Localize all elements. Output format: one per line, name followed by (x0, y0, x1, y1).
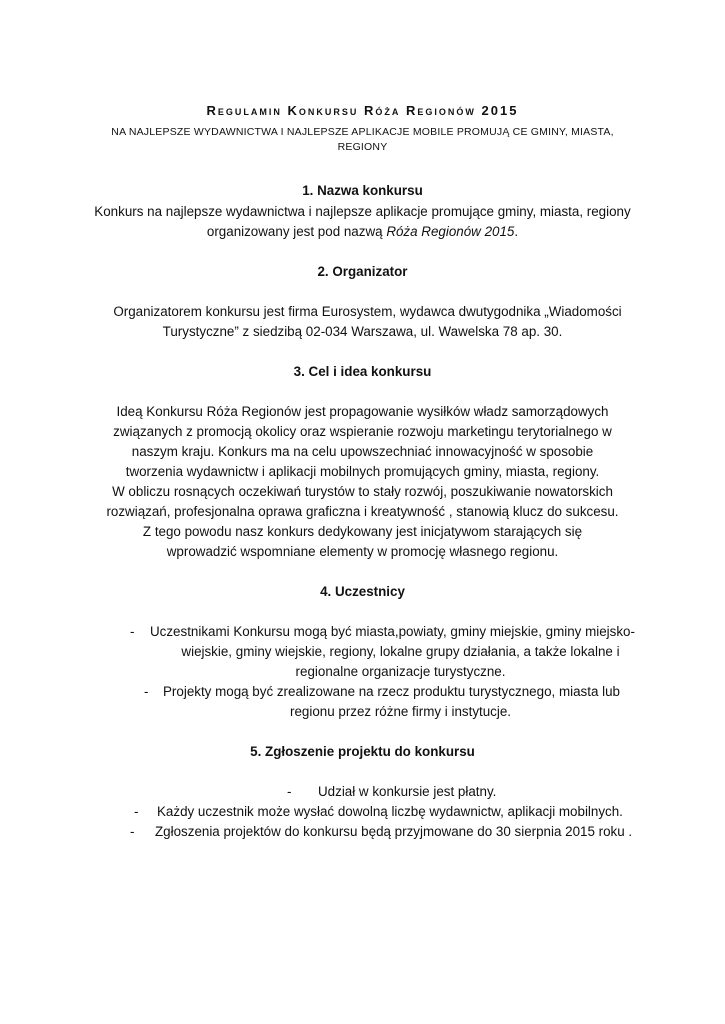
section-3-paragraph-line: W obliczu rosnących oczekiwań turystów to stały rozwój, poszukiwanie nowatorskich (112, 484, 613, 499)
list-bullet-dash: - (130, 824, 135, 839)
section-1-paragraph-line (0, 224, 725, 240)
section-2-paragraph-line: Turystyczne” z siedzibą 02-034 Warszawa, ul. Wawelska 78 ap. 30. (162, 324, 563, 339)
list-bullet-dash: - (144, 684, 149, 699)
section-3-paragraph-line: tworzenia wydawnictw i aplikacji mobilnych promujących gminy, miasta, regiony. (125, 464, 600, 479)
document-title: Regulamin Konkursu Róża Regionów 2015 (206, 103, 519, 118)
list-item-line: Uczestnikami Konkursu mogą być miasta,powiaty, gminy miejskie, gminy miejsko- (150, 624, 635, 639)
section-3-heading: 3. Cel i idea konkursu (293, 364, 432, 379)
section-3-paragraph-line: Z tego powodu nasz konkurs dedykowany jest inicjatywom starających się (142, 524, 583, 539)
document-subtitle-line1: NA NAJLEPSZE WYDAWNICTWA I NAJLEPSZE APLIKACJE MOBILE PROMUJĄ CE GMINY, MIASTA, (111, 126, 614, 138)
section-3-paragraph-line: wprowadzić wspomniane elementy w promocję własnego regionu. (166, 544, 559, 559)
section-2-paragraph-line: Organizatorem konkursu jest firma Eurosystem, wydawca dwutygodnika „Wiadomości (113, 304, 622, 319)
section-4-heading: 4. Uczestnicy (320, 584, 405, 599)
text-span: organizowany jest pod nazwą (206, 224, 383, 239)
section-1-paragraph-line: Konkurs na najlepsze wydawnictwa i najlepsze aplikacje promujące gminy, miasta, regiony (94, 204, 631, 219)
list-item-line: regionalne organizacje turystyczne. (295, 664, 506, 679)
list-item-line: Każdy uczestnik może wysłać dowolną liczbę wydawnictw, aplikacji mobilnych. (157, 804, 623, 819)
contest-name-italic: Róża Regionów 2015 (386, 224, 515, 239)
list-item-line: Udział w konkursie jest płatny. (318, 784, 497, 799)
section-1-heading: 1. Nazwa konkursu (302, 183, 423, 198)
text-span: . (514, 224, 519, 239)
list-bullet-dash: - (130, 624, 135, 639)
section-3-paragraph-line: rozwiązań, profesjonalna oprawa graficzna i kreatywność , stanowią klucz do sukcesu. (106, 504, 619, 519)
document-subtitle-line2: REGIONY (337, 141, 388, 153)
section-3-paragraph-line: związanych z promocją okolicy oraz wspieranie rozwoju marketingu terytorialnego w (113, 424, 612, 439)
section-2-heading: 2. Organizator (317, 264, 408, 279)
section-3-paragraph-line: naszym kraju. Konkurs ma na celu upowszechniać innowacyjność w sposobie (131, 444, 594, 459)
list-item-line: wiejskie, gminy wiejskie, regiony, lokalne grupy działania, a także lokalne i (181, 644, 620, 659)
list-item-line: regionu przez różne firmy i instytucje. (289, 704, 512, 719)
list-bullet-dash: - (287, 784, 292, 799)
section-3-paragraph-line: Ideą Konkursu Róża Regionów jest propagowanie wysiłków władz samorządowych (116, 404, 609, 419)
list-item-line: Zgłoszenia projektów do konkursu będą przyjmowane do 30 sierpnia 2015 roku . (155, 824, 633, 839)
list-bullet-dash: - (134, 804, 139, 819)
section-5-heading: 5. Zgłoszenie projektu do konkursu (250, 744, 475, 759)
list-item-line: Projekty mogą być zrealizowane na rzecz produktu turystycznego, miasta lub (163, 684, 620, 699)
